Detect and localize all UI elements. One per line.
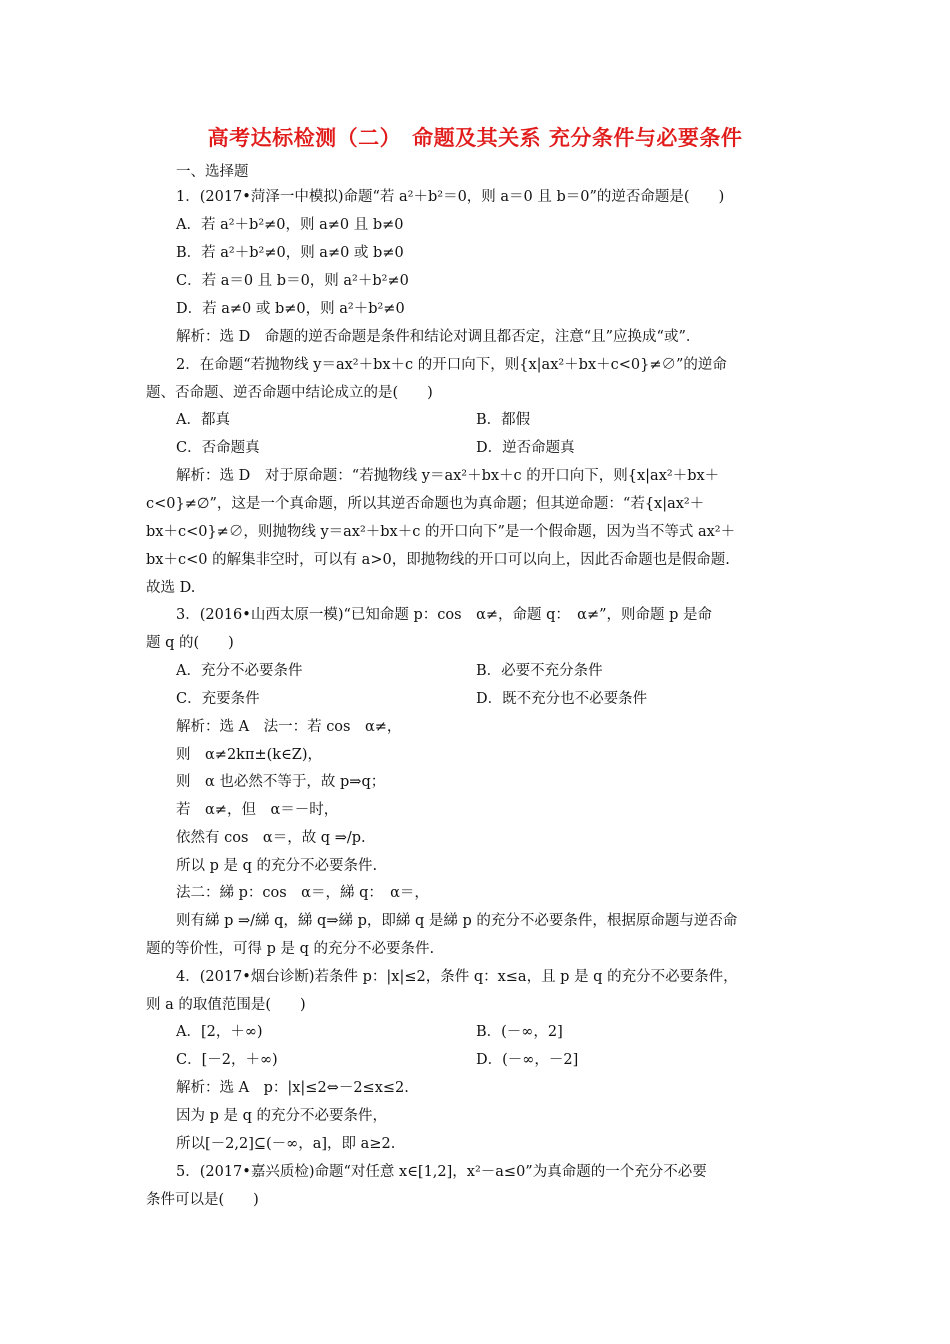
text-line: A．都真 [176, 412, 230, 428]
text-line: D．若 a≠0 或 b≠0，则 a²＋b²≠0 [176, 301, 405, 317]
text-line: 则有綈 p ⇒/綈 q，綈 q⇒綈 p，即綈 q 是綈 p 的充分不必要条件，根据原命题与逆否命 [176, 913, 738, 929]
text-line: A．[2，＋∞) [176, 1024, 263, 1040]
text-line: 3．(2016•山西太原一模)“已知命题 p：cos α≠，命题 q： α≠”，则命题 p 是命 [176, 607, 713, 623]
text-line: 解析：选 A 法一：若 cos α≠， [176, 719, 402, 735]
text-line: 解析：选 D 对于原命题：“若抛物线 y＝ax²＋bx＋c 的开口向下，则{x|ax²＋bx＋ [176, 468, 720, 484]
text-line: 1．(2017•菏泽一中模拟)命题“若 a²＋b²＝0，则 a＝0 且 b＝0”的逆否命题是( ) [176, 189, 725, 205]
text-line: B．都假 [476, 412, 531, 428]
text-line: 所以[－2,2]⊆(－∞，a]，即 a≥2. [176, 1136, 396, 1152]
text-line: 所以 p 是 q 的充分不必要条件. [176, 858, 378, 874]
text-line: 4．(2017•烟台诊断)若条件 p：|x|≤2，条件 q：x≤a，且 p 是 q 的充分不必要条件， [176, 969, 738, 985]
text-line: bx＋c<0 的解集非空时，可以有 a>0，即抛物线的开口可以向上，因此否命题也是假命题. [146, 552, 730, 568]
text-line: bx＋c<0}≠∅，则抛物线 y＝ax²＋bx＋c 的开口向下”是一个假命题，因为当不等式 ax²＋ [146, 524, 736, 540]
text-line: B．必要不充分条件 [476, 663, 603, 679]
text-line: 法二：綈 p：cos α＝，綈 q： α＝， [176, 885, 429, 901]
page-title: 高考达标检测（二） 命题及其关系 充分条件与必要条件 [207, 126, 743, 150]
text-line: 题 q 的( ) [146, 635, 234, 651]
text-line: 解析：选 D 命题的逆否命题是条件和结论对调且都否定，注意“且”应换成“或”． [176, 329, 701, 345]
text-line: B．若 a²＋b²≠0，则 a≠0 或 b≠0 [176, 245, 404, 261]
text-line: c<0}≠∅”，这是一个真命题，所以其逆否命题也为真命题；但其逆命题：“若{x|ax²＋ [146, 496, 705, 512]
text-line: A．若 a²＋b²≠0，则 a≠0 且 b≠0 [176, 217, 404, 233]
text-line: 解析：选 A p：|x|≤2⇔－2≤x≤2. [176, 1080, 409, 1096]
text-line: D．既不充分也不必要条件 [476, 691, 648, 707]
text-line: 2．在命题“若抛物线 y＝ax²＋bx＋c 的开口向下，则{x|ax²＋bx＋c<0}≠∅”的逆命 [176, 357, 727, 373]
text-line: C．[－2，＋∞) [176, 1052, 278, 1068]
text-line: 题的等价性，可得 p 是 q 的充分不必要条件. [146, 941, 435, 957]
text-line: C．否命题真 [176, 440, 260, 456]
text-line: 若 α≠，但 α＝－时， [176, 802, 339, 818]
text-line: D．(－∞，－2] [476, 1052, 579, 1068]
text-line: D．逆否命题真 [476, 440, 575, 456]
text-line: 则 α≠2kπ±(k∈Z)， [176, 747, 323, 763]
text-line: 则 α 也必然不等于，故 p⇒q； [176, 774, 386, 790]
text-line: C．若 a＝0 且 b＝0，则 a²＋b²≠0 [176, 273, 409, 289]
text-line: C．充要条件 [176, 691, 260, 707]
text-line: 因为 p 是 q 的充分不必要条件， [176, 1108, 387, 1124]
text-line: 依然有 cos α＝，故 q ⇒/p. [176, 830, 366, 846]
text-line: A．充分不必要条件 [176, 663, 303, 679]
text-line: 5．(2017•嘉兴质检)命题“对任意 x∈[1,2]，x²－a≤0”为真命题的一个充分不必要 [176, 1164, 707, 1180]
text-line: 故选 D. [146, 580, 196, 596]
text-line: 题、否命题、逆否命题中结论成立的是( ) [146, 385, 433, 401]
text-line: 条件可以是( ) [146, 1192, 259, 1208]
text-line: 则 a 的取值范围是( ) [146, 997, 306, 1013]
text-line: B．(－∞，2] [476, 1024, 563, 1040]
text-line: 一、选择题 [176, 164, 249, 180]
